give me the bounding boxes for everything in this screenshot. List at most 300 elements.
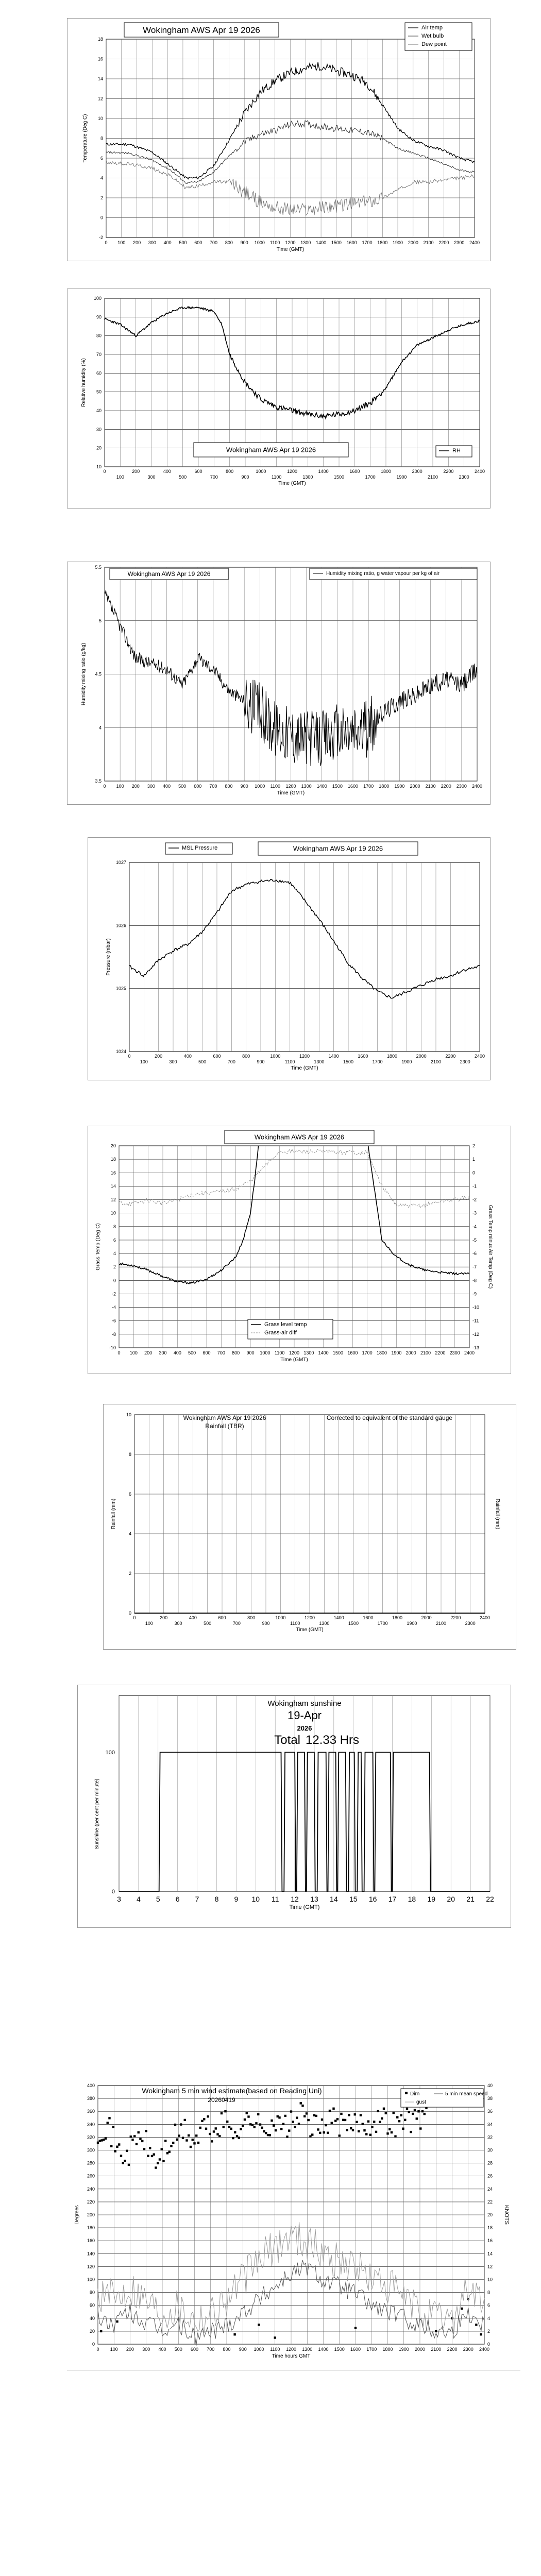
direction-point: [145, 2130, 147, 2132]
direction-point: [414, 2109, 416, 2111]
direction-point: [108, 2117, 110, 2119]
x-tick-label: 1500: [332, 1350, 344, 1355]
direction-point: [141, 2140, 143, 2142]
direction-point: [402, 2128, 404, 2130]
direction-point: [118, 2143, 120, 2145]
legend-entry: gust: [416, 2099, 426, 2105]
y-tick-label: 1025: [115, 986, 126, 991]
y-right-tick-label: -11: [472, 1318, 479, 1324]
x-tick-label: 500: [204, 1621, 212, 1626]
y-tick-label: 1026: [115, 923, 126, 928]
x-tick-label: 900: [241, 474, 249, 480]
direction-point: [360, 2114, 362, 2116]
x-tick-label: 1800: [376, 1350, 387, 1355]
direction-point: [365, 2133, 367, 2135]
direction-point: [273, 2125, 275, 2127]
direction-point: [267, 2134, 269, 2136]
direction-point: [138, 2131, 140, 2133]
y-right-tick-label: 12: [487, 2264, 493, 2269]
direction-point: [230, 2128, 232, 2130]
x-axis-label: Time (GMT): [276, 247, 305, 252]
mixing-ratio-plot: [67, 562, 490, 804]
x-tick-label: 300: [159, 1350, 167, 1355]
x-tick-label: 16: [368, 1895, 377, 1903]
y-right-tick-label: 2: [487, 2328, 491, 2334]
y-tick-label: 80: [96, 333, 102, 338]
x-tick-label: 2100: [423, 240, 434, 245]
x-tick-label: 1600: [347, 1350, 358, 1355]
x-tick-label: 1700: [362, 240, 373, 245]
direction-point: [342, 2119, 344, 2121]
y-tick-label: 340: [87, 2122, 95, 2127]
x-tick-label: 2000: [414, 2347, 426, 2352]
direction-point: [107, 2122, 109, 2124]
y-tick-label: 400: [87, 2083, 95, 2088]
direction-point: [309, 2136, 311, 2138]
x-tick-label: 19: [427, 1895, 436, 1903]
y-right-tick-label: 16: [487, 2238, 493, 2244]
grass-temperature-plot: [88, 1126, 511, 1374]
y-right-tick-label: -9: [472, 1291, 477, 1297]
x-tick-label: 1500: [332, 784, 343, 789]
legend-entry: 5 min mean speed: [445, 2091, 488, 2097]
x-tick-label: 22: [486, 1895, 494, 1903]
x-tick-label: 1200: [289, 1350, 300, 1355]
direction-point: [388, 2128, 391, 2130]
chart-title: Wokingham 5 min wind estimate(based on Reading Uni): [142, 2087, 322, 2095]
direction-point: [377, 2110, 379, 2112]
direction-point: [321, 2119, 323, 2121]
x-tick-label: 2000: [405, 1350, 416, 1355]
x-tick-label: 500: [179, 474, 187, 480]
legend-entry: Air temp: [421, 25, 443, 31]
x-tick-label: 2400: [479, 2347, 490, 2352]
direction-point: [112, 2126, 114, 2128]
x-tick-label: 600: [218, 1615, 226, 1620]
direction-point: [356, 2121, 358, 2123]
direction-point: [192, 2139, 194, 2141]
direction-point: [275, 2129, 277, 2131]
y-tick-label: 90: [96, 314, 102, 320]
y-right-tick-label: -7: [472, 1264, 477, 1270]
y-right-tick-label: 18: [487, 2225, 493, 2231]
x-tick-label: 7: [195, 1895, 199, 1903]
direction-point: [213, 2130, 215, 2132]
x-tick-label: 1600: [350, 2347, 361, 2352]
y-tick-label: 300: [87, 2147, 95, 2153]
y-tick-label: 40: [89, 2315, 95, 2321]
x-tick-label: 1500: [343, 1059, 354, 1064]
y-tick-label: 360: [87, 2109, 95, 2114]
total-label: Total: [274, 1733, 300, 1747]
y-tick-label: 80: [89, 2290, 95, 2295]
direction-point: [280, 2128, 282, 2130]
x-tick-label: 2400: [471, 784, 483, 789]
direction-point: [161, 2148, 163, 2150]
x-tick-label: 1400: [328, 1054, 339, 1059]
x-tick-label: 1400: [316, 784, 327, 789]
x-tick-label: 800: [232, 1350, 240, 1355]
x-tick-label: 1200: [285, 2347, 297, 2352]
direction-point: [147, 2155, 149, 2157]
x-tick-label: 1200: [286, 469, 298, 474]
direction-point: [99, 2140, 101, 2142]
x-tick-label: 11: [271, 1895, 279, 1903]
x-tick-label: 18: [408, 1895, 416, 1903]
x-tick-label: 0: [96, 2347, 99, 2352]
direction-point: [253, 2126, 256, 2128]
direction-point: [199, 2127, 201, 2129]
direction-point: [100, 2330, 102, 2332]
x-tick-label: 1100: [271, 474, 282, 480]
legend-swatch: [405, 2092, 408, 2094]
y-tick-label: 20: [110, 1143, 116, 1148]
direction-point: [259, 2123, 261, 2125]
direction-point: [153, 2154, 155, 2156]
y-tick-label: 2: [100, 195, 103, 200]
x-tick-label: 800: [225, 240, 233, 245]
direction-point: [358, 2130, 360, 2132]
x-tick-label: 600: [194, 469, 202, 474]
y-tick-label: 12: [110, 1197, 116, 1202]
direction-point: [340, 2113, 342, 2115]
direction-point: [398, 2120, 400, 2122]
x-tick-label: 1600: [346, 240, 357, 245]
y-tick-label: 8: [113, 1224, 116, 1229]
y-right-tick-label: 20: [487, 2212, 493, 2217]
y-tick-label: 380: [87, 2096, 95, 2102]
direction-point: [251, 2124, 253, 2126]
chart-note: Corrected to equivalent of the standard gauge: [326, 1414, 453, 1421]
air-temperature-plot: [67, 19, 490, 261]
direction-point: [155, 2166, 157, 2168]
direction-point: [383, 2108, 385, 2110]
y-tick-label: 4: [100, 175, 103, 181]
direction-point: [408, 2111, 410, 2113]
y-tick-label: 40: [96, 408, 102, 413]
x-tick-label: 2300: [460, 1059, 470, 1064]
direction-point: [416, 2117, 418, 2120]
sunshine-chart: [77, 1685, 511, 1928]
direction-point: [172, 2142, 174, 2144]
direction-point: [394, 2135, 396, 2137]
x-tick-label: 100: [140, 1059, 148, 1064]
x-tick-label: 2200: [435, 1350, 446, 1355]
x-tick-label: 1900: [401, 1059, 412, 1064]
direction-point: [168, 2151, 171, 2153]
y-tick-label: 0: [100, 215, 103, 221]
x-tick-label: 1600: [347, 784, 359, 789]
x-tick-label: 1300: [302, 474, 313, 480]
x-tick-label: 1900: [396, 474, 407, 480]
direction-point: [236, 2135, 238, 2137]
direction-point: [244, 2119, 246, 2121]
x-tick-label: 2000: [412, 469, 422, 474]
x-axis-label: Time hours GMT: [272, 2353, 311, 2359]
x-tick-label: 0: [103, 469, 106, 474]
direction-point: [294, 2126, 296, 2128]
y-tick-label: 140: [87, 2251, 95, 2257]
relative-humidity-chart: [67, 289, 491, 509]
direction-point: [190, 2146, 192, 2148]
x-tick-label: 500: [179, 240, 187, 245]
direction-point: [325, 2124, 327, 2126]
x-tick-label: 700: [217, 1350, 225, 1355]
x-tick-label: 1300: [319, 1621, 330, 1626]
y-axis-label: Rainfall (mm): [111, 1498, 116, 1530]
x-tick-label: 600: [190, 2347, 199, 2352]
direction-point: [209, 2133, 211, 2135]
direction-point: [216, 2133, 218, 2135]
direction-point: [379, 2121, 381, 2123]
direction-point: [203, 2118, 205, 2120]
y-right-tick-label: -10: [472, 1304, 480, 1310]
x-tick-label: 2200: [445, 1054, 456, 1059]
x-tick-label: 2000: [408, 240, 418, 245]
x-tick-label: 2100: [427, 474, 438, 480]
legend-entry: MSL Pressure: [182, 845, 218, 851]
rainfall-chart: [103, 1404, 516, 1650]
direction-point: [263, 2130, 265, 2132]
x-tick-label: 1800: [386, 1054, 398, 1059]
x-tick-label: 600: [213, 1054, 221, 1059]
x-tick-label: 700: [210, 474, 218, 480]
x-tick-label: 200: [133, 240, 141, 245]
direction-point: [131, 2139, 133, 2141]
x-tick-label: 200: [126, 2347, 134, 2352]
y-axis-label: Humidity mixing ratio (g/kg): [81, 642, 87, 706]
y-tick-label: 0: [113, 1278, 116, 1283]
x-tick-label: 2300: [449, 1350, 460, 1355]
x-tick-label: 900: [239, 2347, 247, 2352]
direction-point: [116, 2320, 118, 2323]
chart-subtitle: Rainfall (TBR): [205, 1422, 244, 1430]
x-tick-label: 200: [160, 1615, 168, 1620]
direction-point: [110, 2145, 112, 2147]
x-tick-label: 6: [175, 1895, 180, 1903]
y-right-tick-label: -13: [472, 1345, 480, 1350]
x-tick-label: 700: [227, 1059, 235, 1064]
x-tick-label: 1400: [318, 469, 329, 474]
direction-point: [116, 2146, 118, 2148]
direction-point: [97, 2142, 99, 2144]
direction-point: [282, 2123, 284, 2125]
y-right-tick-label: 36: [487, 2109, 493, 2114]
y-right-axis-label: KNOTS: [503, 2205, 510, 2225]
y-right-tick-label: -5: [472, 1237, 477, 1243]
direction-point: [164, 2140, 166, 2142]
direction-point: [174, 2124, 176, 2126]
direction-point: [238, 2137, 240, 2139]
x-tick-label: 1700: [362, 1350, 373, 1355]
y-tick-label: 14: [97, 76, 103, 81]
direction-point: [350, 2127, 352, 2129]
x-tick-label: 2200: [443, 469, 454, 474]
y-tick-label: 50: [96, 389, 102, 395]
y-right-tick-label: -1: [472, 1183, 477, 1189]
x-tick-label: 9: [234, 1895, 239, 1903]
y-right-tick-label: 10: [487, 2277, 493, 2282]
direction-point: [332, 2108, 334, 2110]
x-tick-label: 400: [162, 784, 171, 789]
direction-point: [247, 2115, 249, 2117]
x-tick-label: 1000: [275, 1615, 286, 1620]
direction-point: [391, 2131, 393, 2133]
x-tick-label: 2300: [459, 474, 469, 480]
direction-point: [162, 2160, 164, 2162]
x-tick-label: 2100: [430, 1059, 442, 1064]
direction-point: [313, 2114, 315, 2116]
direction-point: [406, 2108, 408, 2110]
x-tick-label: 100: [117, 240, 126, 245]
x-tick-label: 100: [145, 1621, 153, 1626]
x-tick-label: 100: [110, 2347, 118, 2352]
direction-point: [128, 2164, 130, 2166]
x-tick-label: 2300: [463, 2347, 474, 2352]
x-tick-label: 1300: [302, 2347, 313, 2352]
direction-point: [354, 2113, 356, 2115]
direction-point: [480, 2333, 482, 2335]
x-tick-label: 1500: [348, 1621, 359, 1626]
x-tick-label: 800: [247, 1615, 256, 1620]
x-tick-label: 0: [117, 1350, 121, 1355]
y-tick-label: 0: [92, 2342, 95, 2347]
x-tick-label: 1100: [270, 2347, 280, 2352]
direction-point: [270, 2120, 273, 2122]
direction-point: [240, 2128, 242, 2130]
direction-point: [323, 2131, 325, 2133]
y-tick-label: 10: [97, 116, 103, 121]
y-right-tick-label: -8: [472, 1278, 477, 1283]
x-axis-label: Time (GMT): [291, 1065, 318, 1071]
direction-point: [315, 2115, 317, 2117]
direction-point: [362, 2123, 364, 2125]
chart-date: 19-Apr: [287, 1709, 322, 1722]
direction-point: [233, 2333, 235, 2335]
x-tick-label: 400: [158, 2347, 166, 2352]
direction-point: [176, 2139, 178, 2141]
x-axis-label: Time (GMT): [280, 1357, 308, 1363]
direction-point: [344, 2119, 346, 2121]
mixing-ratio-chart: [67, 562, 491, 805]
x-tick-label: 300: [174, 1621, 182, 1626]
y-tick-label: 20: [96, 445, 102, 451]
direction-point: [182, 2137, 184, 2139]
direction-point: [188, 2134, 190, 2137]
x-tick-label: 400: [163, 469, 171, 474]
x-tick-label: 800: [225, 784, 233, 789]
x-tick-label: 500: [174, 2347, 182, 2352]
y-tick-label: 200: [87, 2212, 95, 2217]
x-tick-label: 1000: [256, 469, 266, 474]
x-tick-label: 3: [117, 1895, 121, 1903]
y-tick-label: 60: [89, 2302, 95, 2308]
y-tick-label: 3.5: [95, 778, 102, 784]
y-right-tick-label: -4: [472, 1224, 477, 1229]
x-axis-label: Time (GMT): [296, 1627, 324, 1633]
x-tick-label: 1500: [333, 474, 345, 480]
x-tick-label: 800: [226, 469, 234, 474]
direction-point: [139, 2138, 141, 2140]
direction-point: [197, 2142, 199, 2144]
x-tick-label: 14: [330, 1895, 338, 1903]
y-tick-label: 10: [126, 1412, 131, 1417]
direction-point: [255, 2122, 257, 2124]
direction-point: [301, 2105, 303, 2107]
direction-point: [410, 2131, 412, 2133]
direction-point: [303, 2115, 306, 2117]
x-tick-label: 1100: [290, 1621, 300, 1626]
y-tick-label: 4.5: [95, 671, 102, 677]
direction-point: [396, 2116, 398, 2118]
direction-point: [363, 2129, 365, 2131]
x-tick-label: 1900: [398, 2347, 409, 2352]
direction-point: [421, 2110, 424, 2112]
x-tick-label: 1400: [333, 1615, 344, 1620]
wind-plot: [67, 2081, 520, 2370]
direction-point: [288, 2129, 290, 2131]
x-tick-label: 1000: [254, 240, 265, 245]
x-tick-label: 700: [207, 2347, 215, 2352]
x-tick-label: 800: [242, 1054, 250, 1059]
direction-point: [205, 2128, 207, 2130]
direction-point: [424, 2113, 426, 2115]
direction-point: [290, 2110, 292, 2112]
direction-point: [221, 2112, 223, 2114]
y-tick-label: 280: [87, 2160, 95, 2166]
x-tick-label: 1700: [365, 474, 376, 480]
direction-point: [232, 2137, 234, 2139]
y-tick-label: -2: [98, 235, 103, 240]
x-tick-label: 300: [169, 1059, 177, 1064]
direction-point: [184, 2119, 186, 2121]
x-tick-label: 1300: [303, 1350, 314, 1355]
y-axis-label: Degrees: [74, 2205, 80, 2225]
direction-point: [246, 2112, 248, 2114]
legend-entry: Wet bulb: [421, 33, 444, 39]
y-right-tick-label: 0: [472, 1170, 476, 1176]
x-tick-label: 1800: [379, 784, 390, 789]
y-tick-label: 320: [87, 2134, 95, 2140]
y-right-tick-label: 28: [487, 2160, 493, 2166]
wind-chart: [67, 2081, 520, 2370]
direction-point: [269, 2134, 271, 2136]
y-tick-label: 260: [87, 2173, 95, 2179]
y-tick-label: 4: [98, 725, 102, 731]
y-tick-label: 5.5: [95, 565, 102, 570]
x-axis-label: Time (GMT): [289, 1904, 320, 1910]
x-tick-label: 600: [194, 784, 202, 789]
x-tick-label: 2100: [431, 2347, 442, 2352]
x-tick-label: 1700: [372, 1059, 383, 1064]
x-tick-label: 0: [133, 1615, 136, 1620]
y-right-tick-label: -3: [472, 1210, 477, 1216]
direction-point: [218, 2135, 221, 2137]
direction-point: [331, 2122, 333, 2124]
y-right-tick-label: 6: [487, 2302, 491, 2308]
x-tick-label: 2400: [474, 1054, 485, 1059]
y-axis-label: Temperature (Deg C): [82, 114, 88, 163]
direction-point: [151, 2155, 153, 2157]
direction-point: [317, 2128, 319, 2130]
y-tick-label: 240: [87, 2186, 95, 2192]
direction-point: [166, 2152, 168, 2154]
y-right-axis-label: Rainfall (mm): [495, 1498, 500, 1530]
legend-entry: Grass level temp: [264, 1321, 307, 1328]
x-tick-label: 1000: [260, 1350, 270, 1355]
x-tick-label: 900: [257, 1059, 265, 1064]
x-tick-label: 2000: [410, 784, 420, 789]
